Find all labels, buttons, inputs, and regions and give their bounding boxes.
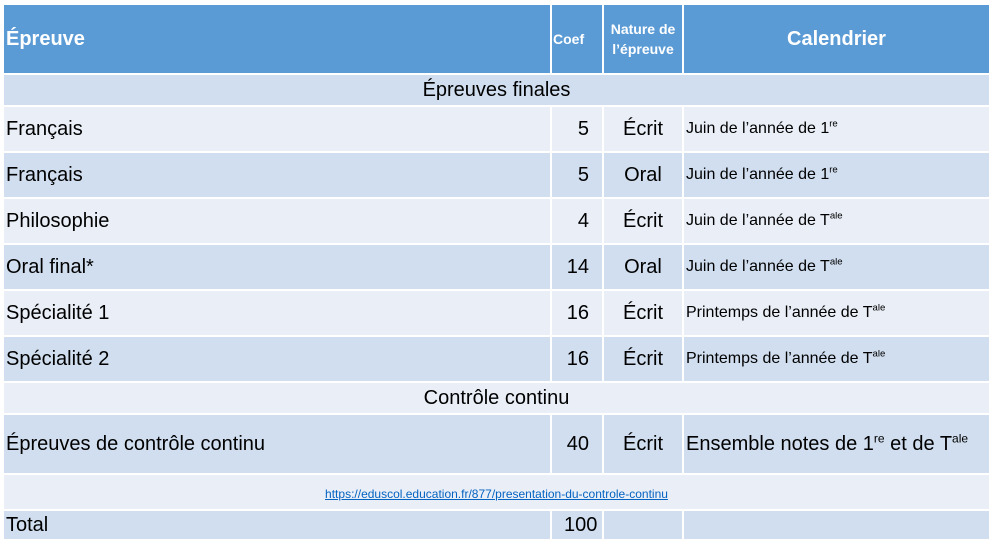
row-name: Français: [3, 106, 551, 152]
table-row: [3, 290, 990, 336]
row-coef: 40: [551, 414, 603, 474]
header-row: [3, 4, 990, 74]
row-name: Spécialité 1: [3, 290, 551, 336]
row-name: Philosophie: [3, 198, 551, 244]
section-row-finales: [3, 74, 990, 106]
header-epreuve: Épreuve: [3, 4, 551, 74]
row-coef: 4: [551, 198, 603, 244]
row-name: Spécialité 2: [3, 336, 551, 382]
row-name: Oral final*: [3, 244, 551, 290]
row-calendrier: Juin de l’année de $T^{ale}$: [683, 244, 990, 290]
table-row: [3, 414, 990, 474]
table-row: [3, 244, 990, 290]
row-coef: 16: [551, 336, 603, 382]
row-coef: 5: [551, 152, 603, 198]
total-empty-nature: [603, 510, 683, 540]
row-calendrier: Printemps de l’année de $T^{ale}$: [683, 290, 990, 336]
row-coef: 14: [551, 244, 603, 290]
row-nature: Écrit: [603, 336, 683, 382]
table-row: [3, 106, 990, 152]
total-empty-calendrier: [683, 510, 990, 540]
total-label: Total: [3, 510, 551, 540]
exam-table: [2, 3, 991, 541]
row-calendrier: Printemps de l’année de $T^{ale}$: [683, 336, 990, 382]
row-coef: 5: [551, 106, 603, 152]
row-nature: Écrit: [603, 106, 683, 152]
row-name: Français: [3, 152, 551, 198]
link-row: [3, 474, 990, 510]
row-coef: 16: [551, 290, 603, 336]
row-nature: Écrit: [603, 414, 683, 474]
row-name: Épreuves de contrôle continu: [3, 414, 551, 474]
row-calendrier: Juin de l’année de 1re: [683, 152, 990, 198]
row-calendrier: Ensemble notes de 1re et de $T^{ale}$: [683, 414, 990, 474]
row-nature: Oral: [603, 244, 683, 290]
eduscol-link[interactable]: https://eduscol.education.fr/877/presentation-du-controle-continu: [325, 486, 668, 501]
header-nature: [603, 4, 683, 74]
row-calendrier: Juin de l’année de $T^{ale}$: [683, 198, 990, 244]
header-nature-line1: Nature de: [610, 21, 676, 37]
header-coef: Coef: [551, 4, 603, 74]
link-cell: [3, 474, 990, 510]
total-value: 100: [551, 510, 603, 540]
table-row: [3, 336, 990, 382]
row-nature: Écrit: [603, 290, 683, 336]
table-row: [3, 198, 990, 244]
header-nature-line2: l’épreuve: [612, 41, 674, 57]
row-nature: Oral: [603, 152, 683, 198]
row-nature: Écrit: [603, 198, 683, 244]
section-title-controle: Contrôle continu: [3, 382, 990, 414]
total-row: [3, 510, 990, 540]
row-calendrier: Juin de l’année de 1re: [683, 106, 990, 152]
header-calendrier: Calendrier: [683, 4, 990, 74]
section-title-finales: Épreuves finales: [3, 74, 990, 106]
section-row-controle: [3, 382, 990, 414]
table-row: [3, 152, 990, 198]
